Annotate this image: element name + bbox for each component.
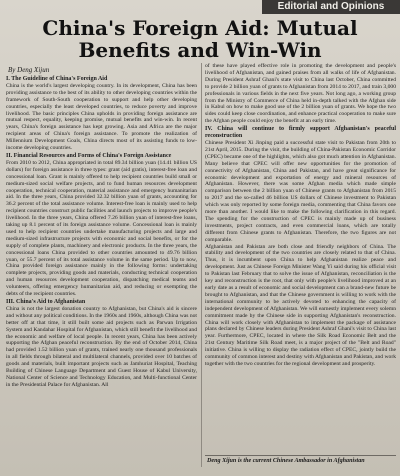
paragraph: From 2010 to 2012, China appropriated in total 89.34 billion yuan (14.41 billion US dollars) for foreign assistance in three types: grant (aid gratis), interest-free loan and concessional loan. Grant is mainly offered to help recipient countries build small or medium-sized social welfare projects, and to fund human resources development cooperation, technical cooperation, material assistance and emergency humanitarian aid. In the three years, China provided 32.32 billion yuan of grants, accounting for 36.2 percent of the total assistance volume. Interest-free loan is mainly used to help recipient countries construct public facilities and launch projects to improve people's livelihood. In the three years, China offered 7.26 billion yuan of interest-free loans, taking up 8.1 percent of its foreign assistance volume. Concessional loan is mainly used to help recipient countries undertake manufacturing projects and large and medium-sized infrastructure projects with economic and social benefits, or for the supply of complete plants, machinery and electronic products. In the three years, the concessional loans China provided to other countries amounted to 49.76 billion yuan, or 55.7 percent of its total assistance volume in the same period. Up to now, China provided foreign assistance mainly in the following forms: undertaking complete projects, providing goods and materials, conducting technical cooperation and human resources development cooperation, dispatching medical teams and volunteers, offering emergency humanitarian aid, and reducing or exempting the debts of the recipient countries. [6, 159, 197, 298]
section-label: Editorial and Opinions [262, 0, 400, 14]
column-divider [201, 63, 202, 467]
paragraph: of these have played effective role in promoting the development and people's livelihood of Afghanistan, and gained praises from all walks of life of Afghanistan. During President Ashraf Ghani's state visit to China last October, China committed to provide 2 billion yuan of grants to Afghanistan from 2014 to 2017, and train 3,000 professionals in various fields in the next five years. Not long ago, a working group from the Ministry of Commerce of China held in-depth talked with the Afghan side in Kabul on how to make good use of the 2 billion yuan of grants. We hope the two sides could keep close coordination, and enhance practical cooperation to make sure the Afghan people could enjoy the benefit at an early time. [205, 63, 396, 125]
subhead-aid-to-afghanistan: III. China's Aid to Afghanistan [6, 299, 86, 305]
author-footnote: Deng Xijun is the current Chinese Ambassador in Afghanistan [207, 458, 365, 464]
paragraph: Afghanistan and Pakistan are both close and friendly neighbors of China. The stability and development of the two countries are closely related to that of China. Thus, it is incumbent upon China to help Afghanistan realize peace and development. Just as Chinese Foreign Minister Wang Yi said during his official visit to Pakistan last February that to solve the issue of Afghanistan, reconciliation is the key and reconstruction is the root, that only with people's livelihood improved at an early date as a result of economic and social development can a brand-new future be brought to Afghanistan, and that the Chinese government is willing to work with the international community to be actively devoted to enhancing the capacity of independent development of Afghanistan. We will earnestly implement every solemn commitment made by the Chinese side in supporting Afghanistan's reconstruction. China will work closely with Afghanistan to implement the package of assistance plans declared by Chinese leaders during President Ashraf Ghani's visit to China last year. Furthermore, CPEC, located in where the Silk Road Economic Belt and the 21st Century Maritime Silk Road meet, is a major project of the "Belt and Road" initiative. China is willing to display the radiation effect of CPEC, jointly build the community of common interest and destiny with Afghanistan and Pakistan, and work together with the two countries for the regional development and prosperity. [205, 243, 396, 367]
paragraph: China is not the largest donation country to Afghanistan, but China's aid is sincere and without any political conditions. In the 1960s and 1960s, although China was not better off at that time, it still built some aid projects such as Parwan Irrigation System and Kandahar Hospital for Afghanistan, which still benefit the livelihood and the economic and welfare of local people. In recent years, China has been actively supporting the Afghan peaceful reconstruction. By the end of October 2014, China had provided 1.52 billion yuan of grants, trained nearly one thousand professionals in all fields through bilateral and multilateral channels, provided over 10 batches of goods and materials, built important projects such as Jamhuriat Hospital, Teaching Building of Chinese Language Department and Guest House of Kabul University, National Center of Science and Technology Education, and Multi-functional Center in the Presidential Palace for Afghanistan. All [6, 305, 197, 388]
headline-line-1: China's Foreign Aid: Mutual [42, 16, 358, 40]
article-column-right [205, 63, 396, 458]
headline-line-2: Benefits and Win-Win [78, 38, 322, 62]
paragraph: China is the world's largest developing country. In its development, China has been providing assistance to the best of its ability to other developing countries within the framework of South-South cooperation to support and help other developing countries, especially the least developed countries, to reduce poverty and improve livelihood. The basic principles China upholds in providing foreign assistance are mutual respect, equality, keeping promise, mutual benefits and win-win. In recent years, China's foreign assistance has kept growing. Asia and Africa are the major recipient areas of China's foreign assistance. To promote the realization of Millennium Development Goals, China directs most of its assisting funds to low-income developing countries. [6, 82, 197, 152]
byline: By Deng Xijun [8, 66, 50, 74]
headline [0, 17, 400, 61]
subhead-continued-support: IV. China will continue to firmly support Afghanistan's peaceful reconstruction [205, 126, 396, 140]
article-column-left [6, 75, 197, 467]
footnote-rule [205, 455, 396, 456]
subhead-financial-resources: II. Financial Resources and Forms of China's Foreign Assistance [6, 152, 172, 159]
subhead-guideline: I. The Guideline of China's Foreign Aid [6, 76, 108, 82]
paragraph: Chinese President Xi Jinping paid a successful state visit to Pakistan from 20th to 21st April, 2015. During the visit, the building of China-Pakistan Economic Corridor (CPEC) became one of the highlights, which also got much attention in Afghanistan. Many believe that CPEC will offer new opportunities for the promotion of connectivity of Afghanistan, China and Pakistan, and have great significance for economic development and exportation of energy and mineral resources of Afghanistan. However, there was some Afghan media which made simple comparison between the 2 billion yuan of Chinese grants to Afghanistan from 2015 to 2017 and the so-called 46 billion US dollars of Chinese investment to Pakistan which was only reported by some foreign media, commenting that China favors one more than another. I would like to make the following clarification in this regard. The spending for the construction of CPEC is mainly made up of business investments, project contracts, and even commercial loans, which are totally different from Chinese grants to Afghanistan. Therefore, the two figures are not comparable. [205, 139, 396, 243]
